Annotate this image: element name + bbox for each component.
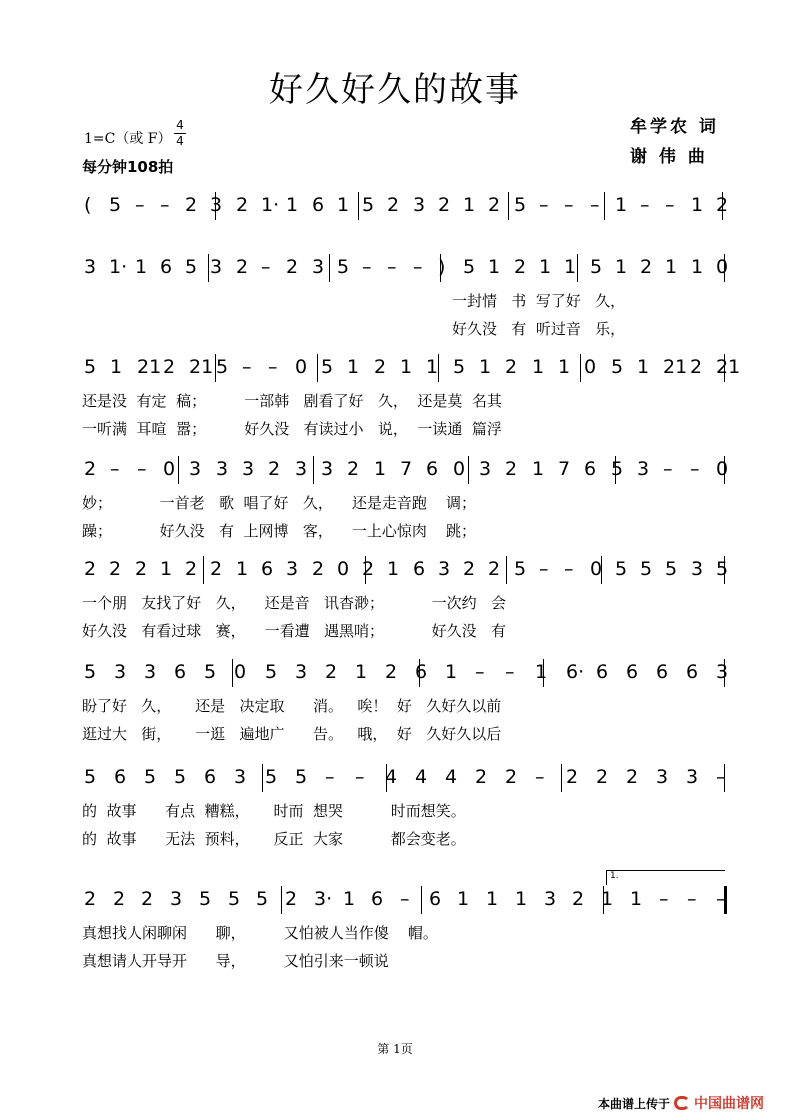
note: 3 [216, 458, 229, 480]
note: 1 [665, 256, 678, 278]
note: 2 [566, 766, 579, 788]
note: 5 [665, 558, 678, 580]
barline [604, 192, 605, 220]
barline [724, 764, 725, 792]
note: 5 [321, 356, 334, 378]
note: 2 [572, 888, 585, 910]
note: 5 [514, 194, 527, 216]
note: 5 [185, 256, 198, 278]
lyric-line: 真想找人闲聊闲 聊， 又怕被人当作傻 帽。 [82, 924, 438, 942]
barline [438, 354, 439, 382]
note: 3 [210, 194, 223, 216]
note: 2 [312, 558, 325, 580]
note: – [325, 766, 335, 788]
note: 3 [479, 458, 492, 480]
note: 3 [170, 888, 183, 910]
note: 3 [312, 256, 325, 278]
note: 0 [163, 458, 176, 480]
note: – [413, 256, 423, 278]
note: 2 [362, 558, 375, 580]
note: 1 [535, 661, 548, 683]
note: 5 [256, 888, 269, 910]
barline [724, 659, 725, 687]
note: – [663, 458, 673, 480]
note: – [261, 256, 271, 278]
barline [365, 556, 366, 584]
note: 1 [337, 194, 350, 216]
note: 3· [314, 888, 333, 910]
note: 6 [656, 661, 669, 683]
note: 6 [371, 888, 384, 910]
note: 2 [387, 194, 400, 216]
note: 5 [199, 888, 212, 910]
lyric-line: 的 故事 无法 预料， 反正 大家 都会变老。 [82, 830, 466, 848]
note: 2 [210, 558, 223, 580]
note: 1 [601, 888, 614, 910]
note: – [716, 766, 726, 788]
note: 0 [453, 458, 466, 480]
lyric-line: 躁； 好久没 有 上网博 客， 一上心惊肉 跳； [82, 522, 476, 540]
note: 1 [463, 194, 476, 216]
note: 1 [486, 888, 499, 910]
lyric-line: 一个朋 友找了好 久， 还是音 讯杳渺； 一次约 会 [82, 594, 506, 612]
key-signature: 1=C（或 F） [84, 131, 172, 147]
note: 1 [564, 256, 577, 278]
note: 1 [426, 356, 439, 378]
note: 3 [716, 661, 729, 683]
tempo-marking: 每分钟108拍 [82, 158, 174, 176]
note: – [590, 194, 600, 216]
note: 6 [204, 766, 217, 788]
note: 2 [514, 256, 527, 278]
note: 1 [160, 558, 173, 580]
note: 21 [137, 356, 162, 378]
note: 2 [596, 766, 609, 788]
barline [724, 556, 725, 584]
note: 5 [265, 766, 278, 788]
note: 5 [295, 766, 308, 788]
note: 6 [114, 766, 127, 788]
barline [724, 886, 727, 914]
barline [543, 659, 544, 687]
note: 4 [385, 766, 398, 788]
note-row [0, 250, 790, 284]
footer-upload-text: 本曲谱上传于 [598, 1096, 671, 1111]
note: 5 [174, 766, 187, 788]
note: 1 [691, 256, 704, 278]
composer-credit: 谢 伟 曲 [630, 147, 708, 167]
note: 1 [532, 356, 545, 378]
note: 6· [566, 661, 585, 683]
lyric-line: 还是没 有定 稿； 一部韩 剧看了好 久， 还是莫 名其 [82, 392, 502, 410]
note: 5 [337, 256, 350, 278]
barline [208, 254, 209, 282]
note: 3 [413, 194, 426, 216]
note: 2 [505, 458, 518, 480]
note: – [505, 661, 515, 683]
note: 6 [261, 558, 274, 580]
lyric-line: 盼了好 久， 还是 决定取 消。 唉！ 好 久好久以前 [82, 697, 502, 715]
note: 1 [479, 356, 492, 378]
note: 1 [343, 888, 356, 910]
time-signature-top: 4 [174, 118, 186, 134]
note: ( [84, 194, 92, 216]
note: 5 [716, 558, 729, 580]
note: 2 [716, 194, 729, 216]
note: 1 [615, 256, 628, 278]
note: 2 [505, 356, 518, 378]
note: 0 [716, 458, 729, 480]
note: 1 [347, 356, 360, 378]
note: 0 [337, 558, 350, 580]
note: 5 [362, 194, 375, 216]
note: 1 [286, 194, 299, 216]
time-signature-bottom: 4 [176, 134, 184, 148]
note: 1· [109, 256, 128, 278]
note: 5 [204, 661, 217, 683]
note-row [0, 188, 790, 222]
note: 1 [615, 194, 628, 216]
note: 3 [438, 558, 451, 580]
barline [203, 556, 204, 584]
note: 6 [174, 661, 187, 683]
barline [615, 456, 616, 484]
note: 3 [242, 458, 255, 480]
note: 0 [234, 661, 247, 683]
note: 5 [84, 356, 97, 378]
note: 2 [463, 558, 476, 580]
note: 5 [84, 661, 97, 683]
lyric-line: 妙； 一首老 歌 唱了好 久， 还是走音跑 调； [82, 494, 476, 512]
note: 1· [261, 194, 280, 216]
note: 2 [488, 194, 501, 216]
note: 7 [558, 458, 571, 480]
note-row [0, 760, 790, 794]
barline [358, 192, 359, 220]
note: 1 [110, 356, 123, 378]
note: ) [438, 256, 446, 278]
note-row [0, 655, 790, 689]
note: – [362, 256, 372, 278]
note: 1 [236, 558, 249, 580]
note: 2 [141, 888, 154, 910]
barline [603, 886, 604, 914]
note: 21 [189, 356, 214, 378]
note: – [640, 194, 650, 216]
lyric-line: 好久没 有看过球 赛， 一看遭 遇黑哨； 好久没 有 [82, 622, 506, 640]
note: 1 [488, 256, 501, 278]
note: 5 [265, 661, 278, 683]
note: – [539, 558, 549, 580]
note: 6 [429, 888, 442, 910]
page-number: 第 1页 [377, 1042, 413, 1056]
note: 2 [84, 888, 97, 910]
note: 3 [144, 661, 157, 683]
note: 6 [312, 194, 325, 216]
note: 3 [295, 458, 308, 480]
note: 6 [584, 458, 597, 480]
note: 2 [236, 256, 249, 278]
note: 1 [630, 888, 643, 910]
note: 4 [415, 766, 428, 788]
lyric-line: 的 故事 有点 糟糕， 时而 想哭 时而想笑。 [82, 802, 466, 820]
note: 5 [611, 458, 624, 480]
note: 2 [135, 558, 148, 580]
note: 2 [475, 766, 488, 788]
note: 1 [135, 256, 148, 278]
barline [262, 764, 263, 792]
note: 4 [445, 766, 458, 788]
note: 2 [84, 458, 97, 480]
note: 3 [686, 766, 699, 788]
note: 2 [505, 766, 518, 788]
note: 2 [84, 558, 97, 580]
note: – [137, 458, 147, 480]
note: 6 [415, 661, 428, 683]
note: 1 [637, 356, 650, 378]
note: 0 [295, 356, 308, 378]
note: 0 [584, 356, 597, 378]
note: 0 [716, 256, 729, 278]
note: 6 [413, 558, 426, 580]
time-signature [174, 118, 186, 149]
barline [577, 254, 578, 282]
note: 5 [109, 194, 122, 216]
barline [468, 456, 469, 484]
note-row [0, 882, 790, 916]
barline [508, 192, 509, 220]
note: 21 [663, 356, 688, 378]
note: 1 [457, 888, 470, 910]
lyric-line: 一封情 书 写了好 久， [452, 292, 626, 310]
note: – [535, 766, 545, 788]
note: – [665, 194, 675, 216]
note: – [242, 356, 252, 378]
note: 2 [163, 356, 176, 378]
note: – [716, 888, 726, 910]
note-row [0, 552, 790, 586]
barline [313, 456, 314, 484]
note: – [475, 661, 485, 683]
note: 2 [438, 194, 451, 216]
barline [386, 764, 387, 792]
note: 2 [626, 766, 639, 788]
note: – [564, 194, 574, 216]
note: 5 [640, 558, 653, 580]
barline [440, 254, 441, 282]
note: 1 [539, 256, 552, 278]
note: – [387, 256, 397, 278]
note-row [0, 452, 790, 486]
note: 2 [640, 256, 653, 278]
note: 7 [400, 458, 413, 480]
note: 2 [185, 194, 198, 216]
note: 6 [596, 661, 609, 683]
barline [215, 354, 216, 382]
note: 2 [268, 458, 281, 480]
note: 3 [637, 458, 650, 480]
barline [506, 556, 507, 584]
barline [724, 456, 725, 484]
page-title: 好久好久的故事 [269, 70, 521, 110]
note: 0 [590, 558, 603, 580]
note: 21 [716, 356, 741, 378]
note: – [400, 888, 410, 910]
note: 2 [185, 558, 198, 580]
site-name: 中国曲谱网 [694, 1096, 765, 1112]
barline [601, 556, 602, 584]
barline [215, 192, 216, 220]
note: 5 [84, 766, 97, 788]
note: – [539, 194, 549, 216]
note: 1 [387, 558, 400, 580]
note: 3 [691, 558, 704, 580]
note: 5 [615, 558, 628, 580]
note: 3 [114, 661, 127, 683]
note: 2 [690, 356, 703, 378]
note: 1 [691, 194, 704, 216]
note: 2 [286, 256, 299, 278]
note: – [160, 194, 170, 216]
note: 1 [445, 661, 458, 683]
note: 5 [463, 256, 476, 278]
note-row [0, 350, 790, 384]
note: 5 [514, 558, 527, 580]
footer [598, 1093, 764, 1113]
note: 3 [544, 888, 557, 910]
note: 2 [347, 458, 360, 480]
lyric-line: 好久没 有 听过音 乐， [452, 320, 626, 338]
note: 6 [160, 256, 173, 278]
note: 3 [84, 256, 97, 278]
note: 1 [400, 356, 413, 378]
note: 3 [286, 558, 299, 580]
note: 2 [113, 888, 126, 910]
note: 3 [234, 766, 247, 788]
note: 2 [374, 356, 387, 378]
note: 6 [426, 458, 439, 480]
note: 5 [453, 356, 466, 378]
note: 5 [216, 356, 229, 378]
note: 6 [686, 661, 699, 683]
note: 1 [532, 458, 545, 480]
lyric-line: 逛过大 街， 一逛 遍地广 告。 哦， 好 久好久以后 [82, 725, 502, 743]
note: 6 [626, 661, 639, 683]
note: 2 [325, 661, 338, 683]
note: 5 [590, 256, 603, 278]
note: – [268, 356, 278, 378]
note: 3 [321, 458, 334, 480]
note: – [564, 558, 574, 580]
barline [419, 659, 420, 687]
barline [317, 354, 318, 382]
lyric-line: 一听满 耳喧 嚣； 好久没 有读过小 说， 一读通 篇浮 [82, 420, 502, 438]
barline [421, 886, 422, 914]
lyricist-credit: 牟学农 词 [630, 117, 719, 137]
note: – [110, 458, 120, 480]
note: 3 [295, 661, 308, 683]
note: – [687, 888, 697, 910]
note: 3 [189, 458, 202, 480]
barline [724, 254, 725, 282]
site-logo-icon [674, 1096, 690, 1110]
note: 1 [558, 356, 571, 378]
barline [329, 254, 330, 282]
note: 2 [109, 558, 122, 580]
lyric-line: 真想请人开导开 导， 又怕引来一顿说 [82, 952, 389, 970]
note: 3 [210, 256, 223, 278]
barline [178, 456, 179, 484]
note: 2 [488, 558, 501, 580]
note: 1 [515, 888, 528, 910]
note: 3 [656, 766, 669, 788]
note: 1 [355, 661, 368, 683]
barline [281, 886, 282, 914]
barline [722, 192, 723, 220]
volta-bracket: 1. [606, 870, 725, 885]
note: 1 [374, 458, 387, 480]
note: – [659, 888, 669, 910]
note: 5 [144, 766, 157, 788]
barline [232, 659, 233, 687]
note: 2 [385, 661, 398, 683]
note: 5 [611, 356, 624, 378]
note: 2 [285, 888, 298, 910]
barline [561, 764, 562, 792]
barline [580, 354, 581, 382]
note: – [355, 766, 365, 788]
barline [724, 354, 725, 382]
note: 2 [236, 194, 249, 216]
note: – [135, 194, 145, 216]
note: – [690, 458, 700, 480]
note: 5 [228, 888, 241, 910]
